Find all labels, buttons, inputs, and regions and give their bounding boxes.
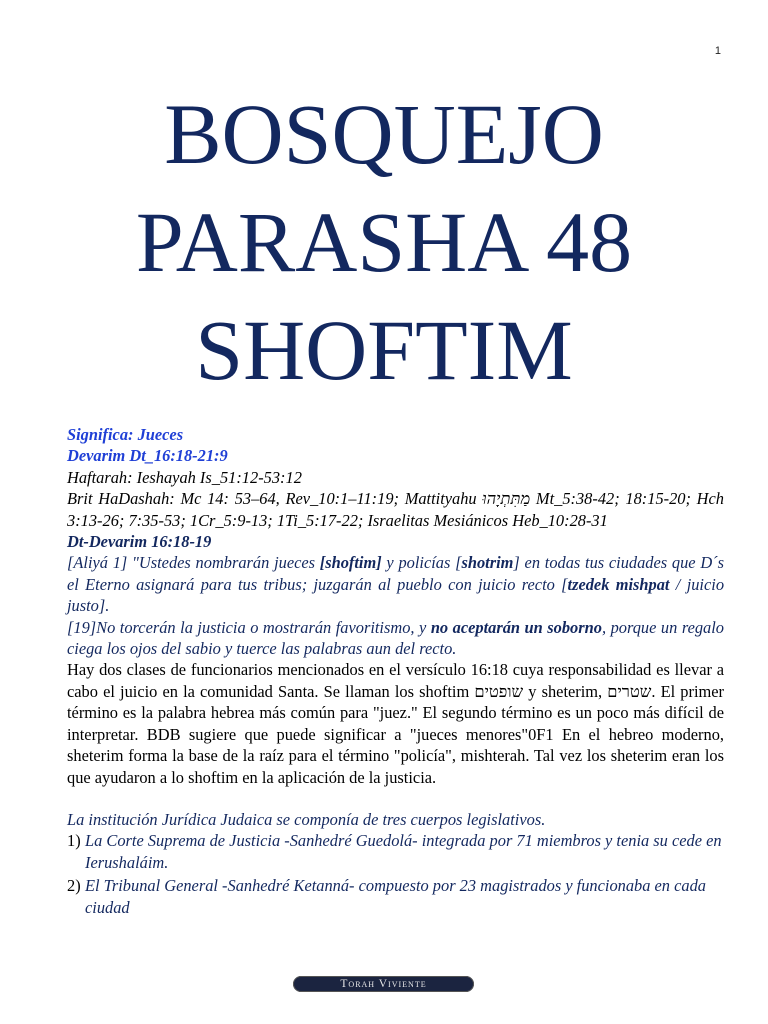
shoftim-term: [shoftim]	[319, 553, 382, 573]
page-number: 1	[714, 45, 721, 57]
aliya-text-2: y policías [	[381, 553, 462, 573]
explanation-paragraph: Hay dos clases de funcionarios mencionados en el versículo 16:18 cuya responsabilidad es llevar a cabo el juicio en la comunidad Santa. Se llaman los shoftim שופטים y sheterim, שטרים. El primer término es la palabra hebrea más común para "juez." El segundo término es un poco más difícil de interpretar. BDB sugiere que puede significar a "jueces menores"0F1 En el hebreo moderno, sheterim forma la base de la raíz para el término "policía", mishterah. Tal vez los sheterim eran los que ayudaron a lo shoftim en la aplicación de la justicia.	[67, 660, 724, 787]
shotrim-term: shotrim	[461, 553, 514, 573]
document-body	[67, 424, 724, 920]
list-item	[67, 875, 724, 918]
no-bribe-phrase: no aceptarán un soborno	[430, 617, 602, 637]
aliya-1-paragraph	[67, 552, 724, 616]
list-item	[67, 830, 724, 873]
haftarah-reference: Haftarah: Ieshayah Is_51:12-53:12	[67, 467, 302, 487]
brit-hadashah-reference: Brit HaDashah: Mc 14: 53–64, Rev_10:1–11:19; Mattityahu מַתִּתְיָהוּ Mt_5:38-42; 18:15-20; Hch 3:13-26; 7:35-53; 1Cr_5:9-13; 1Ti_5:17-22; Israelitas Mesiánicos Heb_10:28-31	[67, 489, 724, 530]
list-text: La Corte Suprema de Justicia -Sanhedré Guedolá- integrada por 71 miembros y tenia su cede en Ierushaláim.	[85, 831, 722, 872]
institution-intro: La institución Jurídica Judaica se componía de tres cuerpos legislativos.	[67, 809, 546, 829]
meaning-line: Significa: Jueces	[67, 425, 184, 444]
dt-devarim-reference: Dt-Devarim 16:18-19	[67, 532, 212, 552]
aliya-text-1: [Aliyá 1] "Ustedes nombrarán jueces	[67, 553, 320, 573]
document-title	[0, 80, 768, 404]
verse-19-paragraph	[67, 617, 724, 660]
title-line-1: BOSQUEJO	[164, 86, 604, 182]
aliya-text-3: ] en todas tus ciudades que D´s el Eterno asignará para tus tribus; juzgarán al pueblo con juicio recto [	[67, 553, 724, 594]
aliya-text-4: / juicio justo].	[67, 574, 725, 616]
tzedek-mishpat-term: tzedek mishpat	[567, 574, 670, 594]
list-number: 1)	[67, 831, 81, 851]
title-line-3: SHOFTIM	[195, 302, 573, 398]
verse-19-text-1: [19]No torcerán la justicia o mostrarán favoritismo, y	[67, 617, 431, 637]
list-number: 2)	[67, 876, 81, 896]
verse-19-text-2: , porque un regalo ciega los ojos del sabio y tuerce las palabras aun del recto.	[67, 617, 725, 659]
title-line-2: PARASHA 48	[135, 194, 633, 290]
devarim-reference: Devarim Dt_16:18-21:9	[67, 446, 228, 466]
paragraph-gap	[67, 788, 724, 809]
torah-viviente-logo: Torah Viviente	[293, 976, 474, 992]
list-text: El Tribunal General -Sanhedré Ketanná- compuesto por 23 magistrados y funcionaba en cada ciudad	[85, 876, 706, 917]
